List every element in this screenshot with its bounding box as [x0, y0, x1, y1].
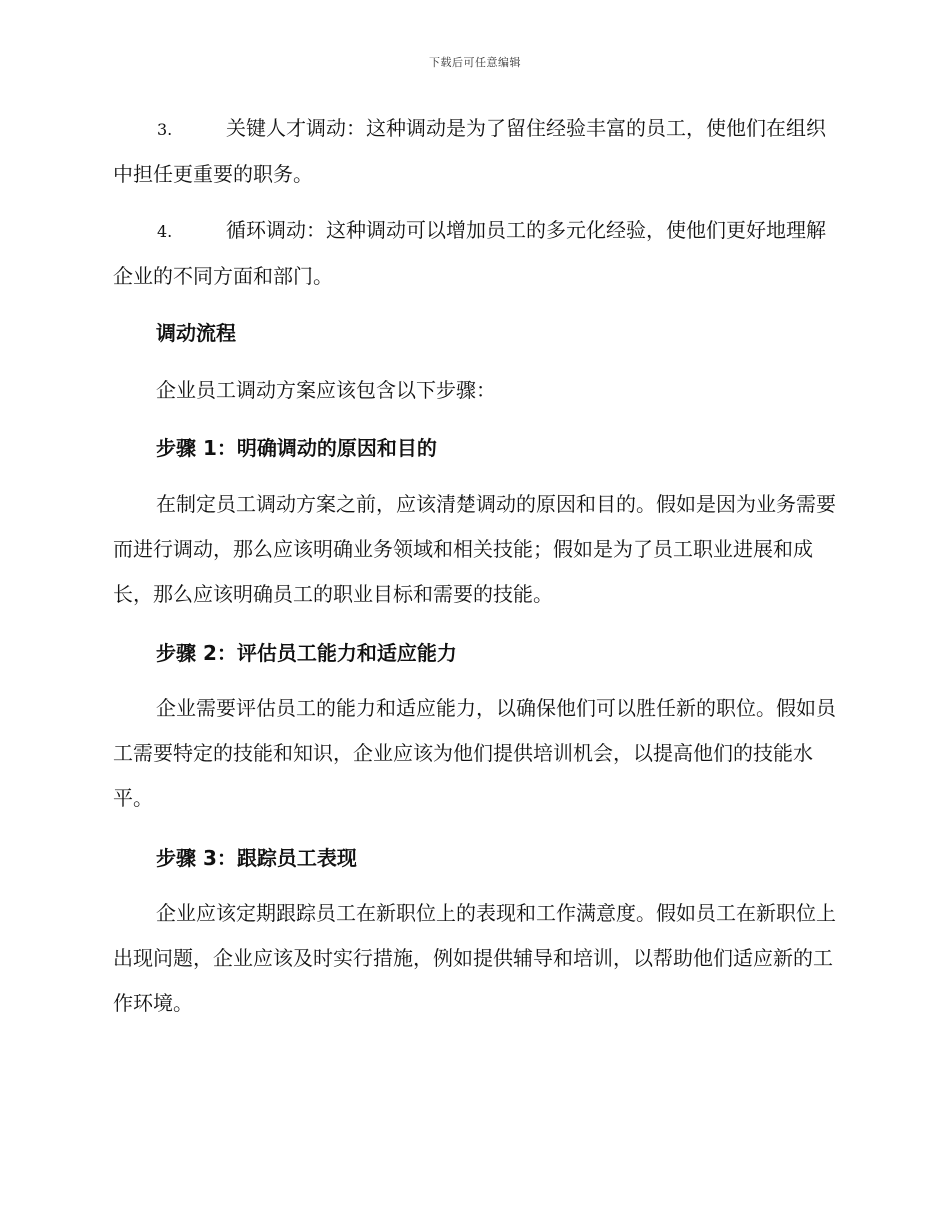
section-intro: 企业员工调动方案应该包含以下步骤： — [156, 378, 496, 402]
step-heading: 步骤 3：跟踪员工表现 — [156, 846, 357, 870]
step-paragraph: 在制定员工调动方案之前，应该清楚调动的原因和目的。假如是因为业务需要而进行调动，那么应该明确业务领域和相关技能；假如是为了员工职业进展和成长，那么应该明确员工的职业目标和需要的技能。 — [113, 492, 836, 606]
page-header: 下载后可任意编辑 — [429, 56, 521, 69]
list-item — [0, 106, 838, 197]
section-heading: 调动流程 — [156, 321, 236, 345]
step-heading: 步骤 2：评估员工能力和适应能力 — [156, 641, 457, 665]
list-item-text: 循环调动：这种调动可以增加员工的多元化经验，使他们更好地理解企业的不同方面和部门。 — [113, 218, 826, 288]
step-paragraph: 企业需要评估员工的能力和适应能力，以确保他们可以胜任新的职位。假如员工需要特定的技能和知识，企业应该为他们提供培训机会，以提高他们的技能水平。 — [113, 696, 836, 810]
step-heading: 步骤 1：明确调动的原因和目的 — [156, 436, 437, 460]
list-item-number: 4. — [157, 222, 173, 241]
step-paragraph: 企业应该定期跟踪员工在新职位上的表现和工作满意度。假如员工在新职位上出现问题，企业应该及时实行措施，例如提供辅导和培训，以帮助他们适应新的工作环境。 — [113, 901, 836, 1015]
list-item — [0, 208, 838, 299]
list-item-number: 3. — [157, 120, 173, 139]
list-item-text: 关键人才调动：这种调动是为了留住经验丰富的员工，使他们在组织中担任更重要的职务。 — [113, 116, 826, 186]
